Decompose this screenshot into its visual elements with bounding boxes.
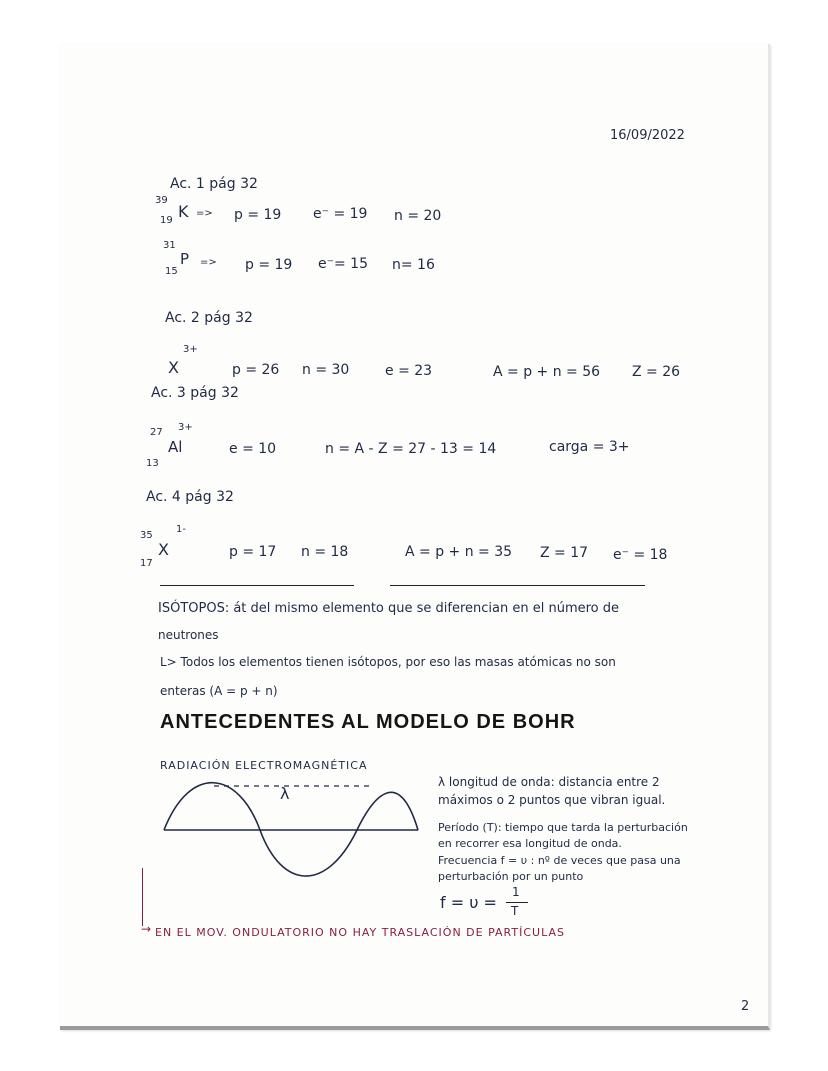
footer-note: EN EL MOV. ONDULATORIO NO HAY TRASLACIÓN DE PARTÍCULAS xyxy=(155,926,565,939)
ac1-heading: Ac. 1 pág 32 xyxy=(170,176,258,192)
p-symbol: P xyxy=(180,250,190,268)
ac2-symbol: X xyxy=(168,358,179,377)
fraction-bar xyxy=(506,902,528,903)
x-mass-value: A = p + n = 35 xyxy=(405,544,513,560)
wave-diagram xyxy=(150,772,430,892)
k-symbol: K xyxy=(178,202,189,221)
al-mass-number: 27 xyxy=(150,427,163,438)
wavelength-definition: λ longitud de onda: distancia entre 2 xyxy=(438,775,660,789)
x-neutrons: n = 18 xyxy=(301,544,349,560)
ac2-protons: p = 26 xyxy=(232,362,280,378)
k-atomic-number: 19 xyxy=(160,215,173,226)
al-symbol: Al xyxy=(168,438,183,456)
p-electrons: e⁻= 15 xyxy=(318,256,368,272)
k-arrow: => xyxy=(196,208,213,219)
k-electrons: e⁻ = 19 xyxy=(313,206,368,222)
separator-left xyxy=(160,585,354,586)
ac2-neutrons: n = 30 xyxy=(302,362,350,378)
x-atomic-number: 17 xyxy=(140,558,153,569)
formula-numerator: 1 xyxy=(512,885,520,899)
p-arrow: => xyxy=(200,257,217,268)
isotopos-definition: ISÓTOPOS: át del mismo elemento que se diferencian en el número de xyxy=(158,601,620,616)
k-mass-number: 39 xyxy=(155,195,168,206)
p-protons: p = 19 xyxy=(245,257,293,273)
x-mass-number: 35 xyxy=(140,530,153,541)
al-charge-value: carga = 3+ xyxy=(549,439,630,455)
formula-denominator: T xyxy=(511,904,519,918)
al-charge: 3+ xyxy=(178,422,193,433)
separator-right xyxy=(390,585,645,586)
wavelength-definition-cont: máximos o 2 puntos que vibran igual. xyxy=(438,793,666,807)
radiation-label: RADIACIÓN ELECTROMAGNÉTICA xyxy=(160,759,368,772)
lambda-symbol: λ xyxy=(280,784,290,803)
x-protons: p = 17 xyxy=(229,544,277,560)
x-atomic-value: Z = 17 xyxy=(540,545,589,561)
note-bracket xyxy=(142,868,143,926)
k-neutrons: n = 20 xyxy=(394,208,442,224)
ac2-electrons: e = 23 xyxy=(385,363,433,379)
frequency-definition-cont: perturbación por un punto xyxy=(438,870,584,883)
p-atomic-number: 15 xyxy=(165,266,178,277)
isotopos-note: L> Todos los elementos tienen isótopos, por eso las masas atómicas no son xyxy=(160,655,616,669)
x-symbol: X xyxy=(158,540,169,559)
ac2-charge: 3+ xyxy=(183,344,198,355)
al-atomic-number: 13 xyxy=(146,458,159,469)
ac3-heading: Ac. 3 pág 32 xyxy=(151,385,239,401)
isotopos-definition-cont: neutrones xyxy=(158,628,219,642)
p-mass-number: 31 xyxy=(163,240,176,251)
period-definition-cont: en recorrer esa longitud de onda. xyxy=(438,837,622,850)
x-charge: 1- xyxy=(176,524,186,535)
isotopos-note-cont: enteras (A = p + n) xyxy=(160,684,278,698)
frequency-formula: f = υ = xyxy=(440,893,497,912)
al-electrons: e = 10 xyxy=(229,441,277,457)
ac2-atomic-number: Z = 26 xyxy=(632,364,681,380)
x-electrons: e⁻ = 18 xyxy=(613,547,668,563)
date: 16/09/2022 xyxy=(610,128,685,143)
ac4-heading: Ac. 4 pág 32 xyxy=(146,489,234,505)
frequency-definition: Frecuencia f = υ : nº de veces que pasa una xyxy=(438,854,681,867)
section-title: ANTECEDENTES AL MODELO DE BOHR xyxy=(160,711,576,733)
period-definition: Período (T): tiempo que tarda la perturbación xyxy=(438,821,688,834)
ac2-heading: Ac. 2 pág 32 xyxy=(165,310,253,326)
p-neutrons: n= 16 xyxy=(392,257,435,273)
k-protons: p = 19 xyxy=(234,207,282,223)
ac2-mass-number: A = p + n = 56 xyxy=(493,364,601,380)
al-neutrons: n = A - Z = 27 - 13 = 14 xyxy=(325,441,497,457)
arrow-icon: → xyxy=(141,922,152,936)
page-number: 2 xyxy=(741,999,750,1014)
